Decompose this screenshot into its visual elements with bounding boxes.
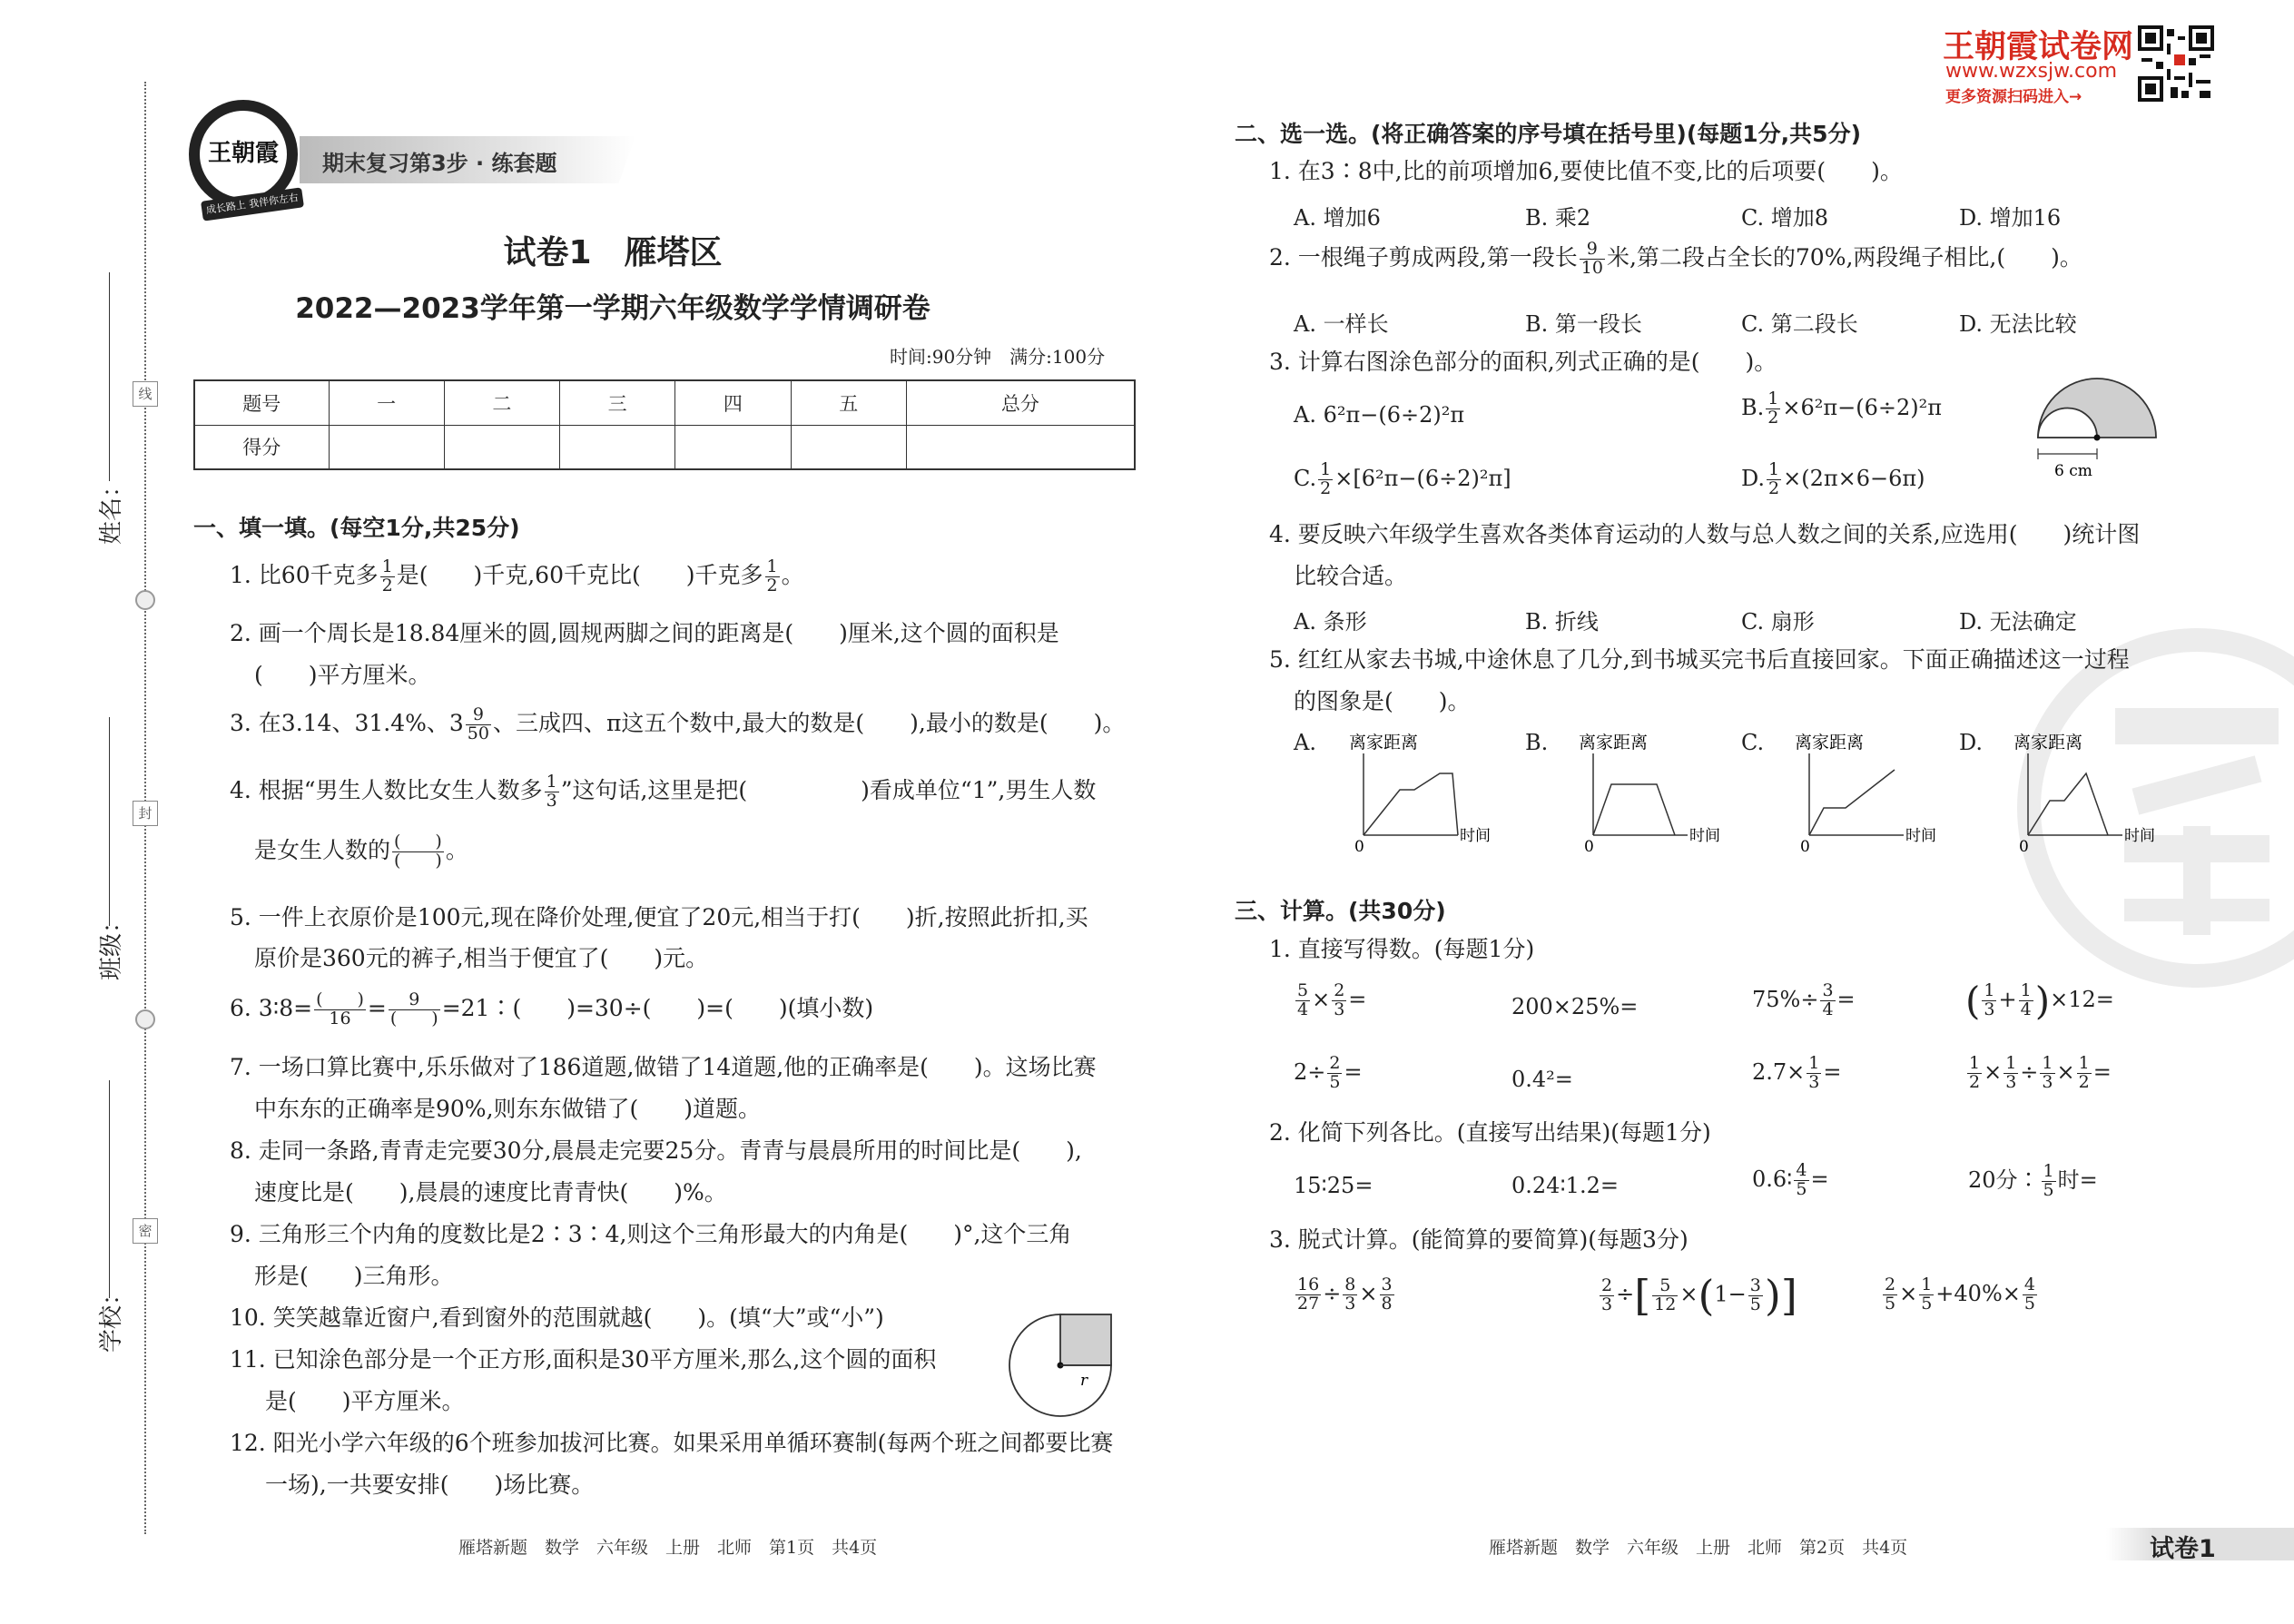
- footer-left: 雁塔新题 数学 六年级 上册 北师 第1页 共4页: [458, 1538, 878, 1558]
- logo-motto: 成长路上 我伴你左右: [205, 191, 300, 217]
- s1-q7-line2: 中东东的正确率是90%,则东东做错了( )道题。: [254, 1096, 762, 1122]
- ratio-1[interactable]: 15∶25=: [1294, 1173, 1373, 1198]
- s2-q4-line2: 比较合适。: [1294, 563, 1408, 589]
- svg-text:离家距离: 离家距离: [1795, 733, 1865, 753]
- s2-q5-line2: 的图象是( )。: [1294, 688, 1471, 714]
- qr-code-icon: [2138, 25, 2214, 102]
- svg-text:时间: 时间: [1689, 827, 1720, 845]
- s1-q3: 3. 在3.14、31.4%、3 $\frac{9}{50}$ 、三成四、π这五个数中,最大的数是( ),最小的数是( )。: [230, 704, 1126, 743]
- s2-q1-option-d[interactable]: D. 增加16: [1959, 205, 2062, 231]
- s1-q12-line1: 12. 阳光小学六年级的6个班参加拔河比赛。如果采用单循环赛制(每两个班之间都要比赛: [230, 1430, 1114, 1456]
- name-label: 姓名：: [98, 473, 125, 545]
- ratio-4[interactable]: 20分∶ $\frac{1}{5}$ 时=: [1968, 1161, 2098, 1200]
- s3-p3-title: 3. 脱式计算。(能简算的要简算)(每题3分): [1269, 1226, 1689, 1253]
- s2-q3-option-a[interactable]: A. 6²π−(6÷2)²π: [1294, 402, 1465, 428]
- s1-q1: 1. 比60千克多 $\frac{1}{2}$ 是( )千克,60千克比( )千克多 $\frac{1}{2}$ 。: [230, 556, 804, 595]
- s2-q5-option-b[interactable]: B.: [1525, 730, 1549, 755]
- banner-text: 期末复习第3步 · 练套题: [322, 151, 557, 176]
- svg-text:时间: 时间: [2124, 827, 2155, 845]
- class-label: 班级：: [98, 909, 125, 980]
- score-header-cell: 总分: [906, 380, 1135, 425]
- s2-q4-option-a[interactable]: A. 条形: [1294, 609, 1367, 635]
- fraction: $\frac{9}{50}$: [467, 704, 489, 743]
- s2-q5-line1: 5. 红红从家去书城,中途休息了几分,到书城买完书后直接回家。下面正确描述这一过程: [1269, 646, 2130, 673]
- s3-p1-title: 1. 直接写得数。(每题1分): [1269, 936, 1535, 962]
- s1-q10: 10. 笑笑越靠近窗户,看到窗外的范围就越( )。(填“大”或“小”): [230, 1304, 884, 1331]
- svg-text:时间: 时间: [1905, 827, 1936, 845]
- fraction: $\frac{9}{10}$: [1580, 239, 1603, 278]
- calc-2-4[interactable]: $\frac{1}{2}$ × $\frac{1}{3}$ ÷ $\frac{1}{3}$ × $\frac{1}{2}$ =: [1969, 1053, 2112, 1092]
- school-line: [109, 1080, 110, 1298]
- score-table-row: [194, 425, 1135, 469]
- fraction: $\frac{1}{2}$: [766, 556, 778, 595]
- s1-q5-line2: 原价是360元的裤子,相当于便宜了( )元。: [254, 945, 709, 971]
- brand-url: www.wzxsjw.com: [1945, 60, 2118, 83]
- score-cell[interactable]: [791, 425, 906, 469]
- exam-title: 试卷1 雁塔区: [503, 234, 723, 271]
- binding-hole-icon: [135, 1009, 155, 1029]
- radius-label: r: [1080, 1372, 1088, 1390]
- svg-text:离家距离: 离家距离: [1349, 733, 1419, 753]
- calc-2-2[interactable]: 0.4²=: [1511, 1067, 1573, 1092]
- score-cell[interactable]: [906, 425, 1135, 469]
- s2-q4-line1: 4. 要反映六年级学生喜欢各类体育运动的人数与总人数之间的关系,应选用( )统计图: [1269, 521, 2141, 547]
- circle-square-figure: [1008, 1307, 1135, 1434]
- s2-q5-option-d[interactable]: D.: [1959, 730, 1984, 755]
- graph-option-d: [2008, 726, 2190, 862]
- s1-q9-line2: 形是( )三角形。: [254, 1263, 454, 1289]
- fraction: $\frac{1}{2}$: [381, 556, 393, 595]
- fraction: $\frac{1}{2}$: [1320, 459, 1332, 498]
- svg-text:离家距离: 离家距离: [2013, 733, 2083, 753]
- brand-tip: 更多资源扫码进入→: [1945, 88, 2082, 106]
- seal-xian: 线: [133, 381, 158, 407]
- s3-p2-title: 2. 化简下列各比。(直接写出结果)(每题1分): [1269, 1119, 1711, 1146]
- s1-q11-line1: 11. 已知涂色部分是一个正方形,面积是30平方厘米,那么,这个圆的面积: [230, 1346, 937, 1373]
- svg-text:离家距离: 离家距离: [1579, 733, 1649, 753]
- calc-1-3[interactable]: 75%÷ $\frac{3}{4}$ =: [1752, 980, 1856, 1019]
- s2-q4-option-d[interactable]: D. 无法确定: [1959, 609, 2077, 635]
- graph-option-c: [1789, 726, 1971, 862]
- svg-text:0: 0: [2019, 838, 2029, 856]
- calc-1-1[interactable]: $\frac{5}{4}$ × $\frac{2}{3}$ =: [1297, 980, 1367, 1019]
- s1-q12-line2: 一场),一共要安排( )场比赛。: [265, 1471, 595, 1498]
- s1-q2-line2: ( )平方厘米。: [254, 662, 431, 688]
- calc-1-4[interactable]: ( $\frac{1}{3}$ + $\frac{1}{4}$ )×12=: [1965, 979, 2114, 1023]
- section2-title: 二、选一选。(将正确答案的序号填在括号里)(每题1分,共5分): [1235, 121, 1861, 147]
- expr-1[interactable]: $\frac{16}{27}$ ÷ $\frac{8}{3}$ × $\frac{3}{8}$: [1297, 1275, 1393, 1314]
- s1-q11-line2: 是( )平方厘米。: [265, 1388, 465, 1414]
- svg-text:0: 0: [1354, 838, 1364, 856]
- fraction: ( ) ( ): [394, 832, 442, 871]
- calc-1-2[interactable]: 200×25%=: [1511, 994, 1639, 1019]
- s2-q2-option-b[interactable]: B. 第一段长: [1525, 311, 1642, 337]
- fraction: $\frac{1}{2}$: [1768, 459, 1780, 498]
- s2-q5-option-a[interactable]: A.: [1294, 730, 1316, 755]
- s2-q3-option-d[interactable]: D. $\frac{1}{2}$ ×(2π×6−6π): [1741, 459, 1925, 498]
- score-cell[interactable]: [329, 425, 444, 469]
- fraction: $\frac{1}{3}$: [546, 772, 557, 811]
- score-header-cell: 一: [329, 380, 444, 425]
- class-line: [109, 717, 110, 926]
- fraction: ( ) 16: [316, 989, 364, 1029]
- svg-text:0: 0: [1800, 838, 1810, 856]
- exam-subtitle: 2022—2023学年第一学期六年级数学学情调研卷: [295, 292, 930, 325]
- s2-q2: 2. 一根绳子剪成两段,第一段长 $\frac{9}{10}$ 米,第二段占全长的70%,两段绳子相比,( )。: [1269, 239, 2082, 278]
- s2-q3-option-c[interactable]: C. $\frac{1}{2}$ ×[6²π−(6÷2)²π]: [1294, 459, 1511, 498]
- graph-option-b: [1573, 726, 1755, 862]
- ratio-2[interactable]: 0.24∶1.2=: [1511, 1173, 1619, 1198]
- graph-option-a: [1344, 726, 1525, 862]
- fraction: 9 ( ): [389, 989, 438, 1029]
- ratio-3[interactable]: 0.6∶ $\frac{4}{5}$ =: [1752, 1160, 1829, 1199]
- s1-q4-line1: 4. 根据“男生人数比女生人数多 $\frac{1}{3}$ ”这句话,这里是把( )看成单位“1”,男生人数: [230, 772, 1097, 811]
- seal-mi: 密: [133, 1218, 158, 1244]
- s1-q9-line1: 9. 三角形三个内角的度数比是2∶3∶4,则这个三角形最大的内角是( )°,这个三角: [230, 1221, 1072, 1247]
- score-table-header: [194, 380, 1135, 425]
- s1-q8-line2: 速度比是( ),晨晨的速度比青青快( )%。: [254, 1179, 727, 1206]
- svg-text:0: 0: [1584, 838, 1594, 856]
- score-row-label: 得分: [194, 425, 329, 469]
- expr-3[interactable]: $\frac{2}{5}$ × $\frac{1}{5}$ +40%× $\frac{4}{5}$: [1885, 1275, 2035, 1314]
- score-header-cell: 三: [560, 380, 675, 425]
- s2-q1-option-a[interactable]: A. 增加6: [1294, 205, 1381, 231]
- seal-feng: 封: [133, 801, 158, 826]
- score-cell[interactable]: [675, 425, 791, 469]
- s1-q8-line1: 8. 走同一条路,青青走完要30分,晨晨走完要25分。青青与晨晨所用的时间比是( ),: [230, 1137, 1082, 1164]
- exam-time: 时间:90分钟 满分:100分: [890, 346, 1106, 368]
- score-cell[interactable]: [560, 425, 675, 469]
- footer-tag: 试卷1: [2150, 1535, 2216, 1563]
- s2-q5-option-c[interactable]: C.: [1741, 730, 1765, 755]
- s2-q2-option-a[interactable]: A. 一样长: [1294, 311, 1389, 337]
- s1-q6: 6. 3∶8= ( ) 16 = 9 ( ) =21∶( )=30÷( )=( )(填小数): [230, 989, 874, 1029]
- s2-q2-option-c[interactable]: C. 第二段长: [1741, 311, 1858, 337]
- footer-right: 雁塔新题 数学 六年级 上册 北师 第2页 共4页: [1489, 1538, 1908, 1558]
- s2-q4-option-b[interactable]: B. 折线: [1525, 609, 1599, 635]
- score-header-cell: 五: [791, 380, 906, 425]
- score-header-cell: 题号: [194, 380, 329, 425]
- fraction: $\frac{1}{2}$: [1767, 389, 1779, 428]
- school-label: 学校：: [98, 1281, 125, 1353]
- figure-width-label: 6 cm: [2054, 462, 2092, 480]
- s2-q1-option-b[interactable]: B. 乘2: [1525, 205, 1591, 231]
- s2-q2-option-d[interactable]: D. 无法比较: [1959, 311, 2077, 337]
- s1-q4-line2: 是女生人数的 ( ) ( ) 。: [254, 832, 468, 871]
- s2-q4-option-c[interactable]: C. 扇形: [1741, 609, 1815, 635]
- s2-q3-option-b[interactable]: B. $\frac{1}{2}$ ×6²π−(6÷2)²π: [1741, 389, 1943, 428]
- s1-q2-line1: 2. 画一个周长是18.84厘米的圆,圆规两脚之间的距离是( )厘米,这个圆的面积是: [230, 620, 1059, 646]
- score-header-cell: 四: [675, 380, 791, 425]
- expr-2[interactable]: $\frac{2}{3}$ ÷[ $\frac{5}{12}$ ×(1− $\frac{3}{5}$ )]: [1601, 1271, 1797, 1320]
- score-cell[interactable]: [444, 425, 559, 469]
- binding-hole-icon: [135, 590, 155, 610]
- svg-text:时间: 时间: [1460, 827, 1491, 845]
- s1-q5-line1: 5. 一件上衣原价是100元,现在降价处理,便宜了20元,相当于打( )折,按照此折扣,买: [230, 904, 1088, 930]
- semicircle-figure: [2029, 370, 2165, 481]
- calc-2-1[interactable]: 2÷ $\frac{2}{5}$ =: [1294, 1053, 1363, 1092]
- brand-name: 王朝霞试卷网: [1943, 29, 2134, 65]
- section1-title: 一、填一填。(每空1分,共25分): [193, 515, 520, 541]
- score-header-cell: 二: [444, 380, 559, 425]
- s1-q7-line1: 7. 一场口算比赛中,乐乐做对了186道题,做错了14道题,他的正确率是( )。这场比赛: [230, 1054, 1097, 1080]
- score-table: [193, 379, 1136, 470]
- s2-q1: 1. 在3∶8中,比的前项增加6,要使比值不变,比的后项要( )。: [1269, 158, 1903, 184]
- s2-q3: 3. 计算右图涂色部分的面积,列式正确的是( )。: [1269, 349, 1777, 375]
- brand-logo-text: 王朝霞: [207, 140, 279, 167]
- s2-q1-option-c[interactable]: C. 增加8: [1741, 205, 1829, 231]
- section3-title: 三、计算。(共30分): [1235, 898, 1446, 924]
- calc-2-3[interactable]: 2.7× $\frac{1}{3}$ =: [1752, 1053, 1842, 1092]
